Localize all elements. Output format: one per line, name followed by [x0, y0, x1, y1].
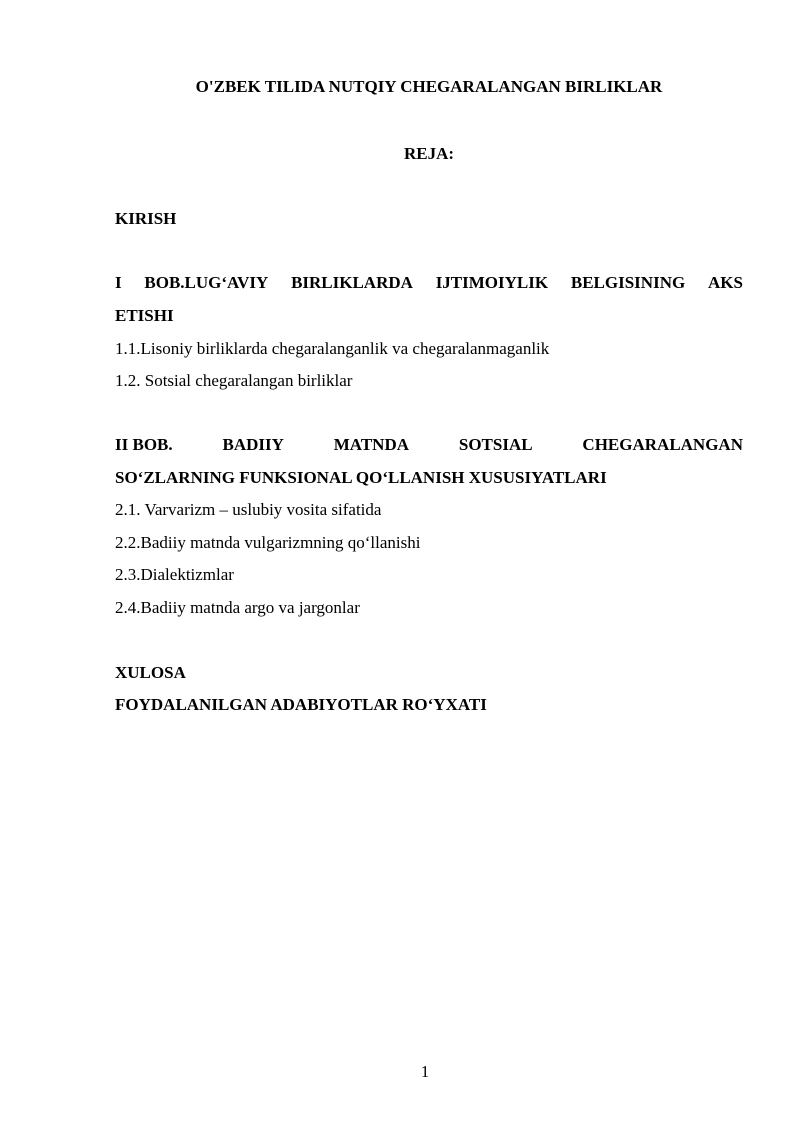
chapter1-heading-word: AKS — [707, 273, 743, 292]
chapter2-heading-word: BADIIY — [222, 435, 284, 454]
intro-heading: KIRISH — [115, 209, 177, 228]
chapter2-heading-continuation: SO‘ZLARNING FUNKSIONAL QO‘LLANISH XUSUSIYATLARI — [115, 468, 607, 487]
chapter2-item: 2.3.Dialektizmlar — [115, 565, 234, 584]
chapter2-heading-word: SOTSIAL — [458, 435, 533, 454]
chapter1-heading-word: BIRLIKLARDA — [291, 273, 413, 292]
plan-heading: REJA: — [403, 144, 455, 163]
chapter1-heading-word: BELGISINING — [570, 273, 686, 292]
chapter2-item: 2.1. Varvarizm – uslubiy vosita sifatida — [115, 500, 382, 519]
chapter1-heading-word: BOB.LUG‘AVIY — [144, 273, 269, 292]
chapter1-heading-word: I — [115, 273, 122, 292]
page-number: 1 — [420, 1062, 430, 1081]
chapter2-heading — [115, 434, 743, 456]
chapter2-item: 2.2.Badiiy matnda vulgarizmning qo‘llanishi — [115, 533, 421, 552]
chapter2-heading-word: II BOB. — [115, 435, 173, 454]
chapter1-heading — [115, 272, 743, 294]
chapter2-item: 2.4.Badiiy matnda argo va jargonlar — [115, 598, 360, 617]
references-heading: FOYDALANILGAN ADABIYOTLAR RO‘YXATI — [115, 695, 487, 714]
document-title: O'ZBEK TILIDA NUTQIY CHEGARALANGAN BIRLIKLAR — [195, 77, 663, 96]
chapter2-heading-word: CHEGARALANGAN — [582, 435, 743, 454]
chapter2-heading-word: MATNDA — [333, 435, 409, 454]
chapter1-item: 1.2. Sotsial chegaralangan birliklar — [115, 371, 353, 390]
conclusion-heading: XULOSA — [115, 663, 186, 682]
chapter1-heading-continuation: ETISHI — [115, 306, 174, 325]
chapter1-heading-word: IJTIMOIYLIK — [435, 273, 549, 292]
chapter1-item: 1.1.Lisoniy birliklarda chegaralanganlik va chegaralanmaganlik — [115, 339, 550, 358]
